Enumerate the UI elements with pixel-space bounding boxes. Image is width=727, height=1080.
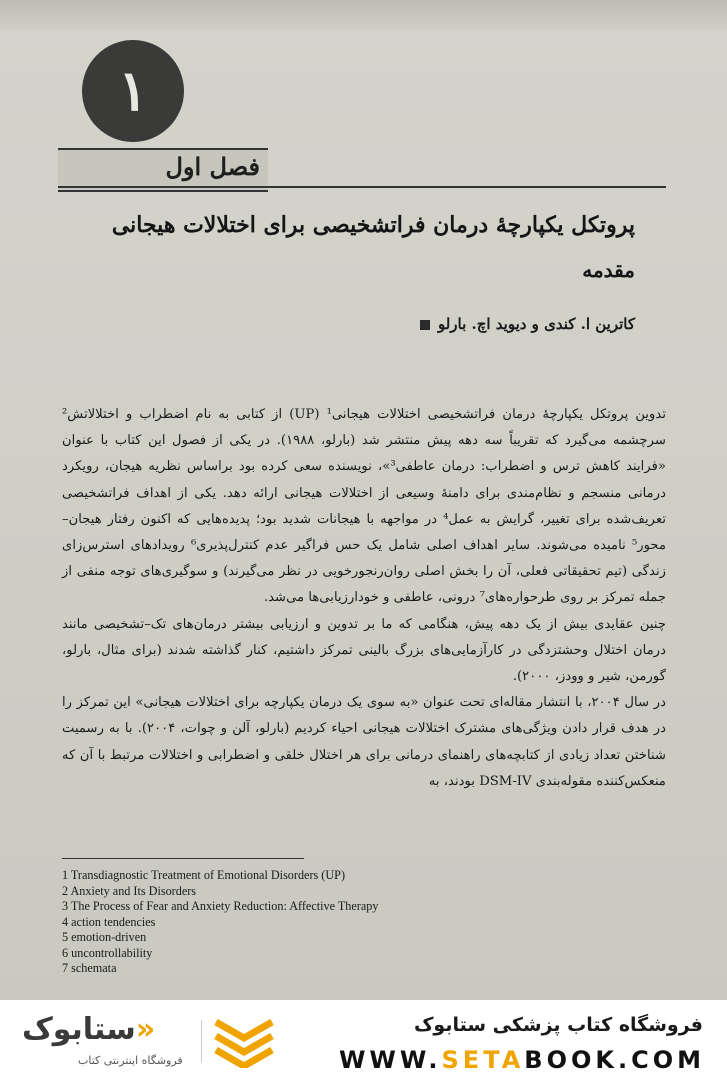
footnotes (62, 868, 462, 977)
square-bullet-icon (420, 320, 430, 330)
logo-wordmark: «ستابوک (22, 1012, 156, 1047)
page-top-edge (0, 0, 727, 30)
section-heading: مقدمه (582, 258, 635, 282)
footnote-5: 5 emotion-driven (62, 930, 147, 944)
authors-line (420, 315, 635, 333)
chapter-rule (58, 186, 666, 188)
chevron-stack-icon (212, 1016, 276, 1068)
footnote-1: 1 Transdiagnostic Treatment of Emotional Disorders (UP) (62, 868, 346, 882)
body-text (62, 402, 666, 795)
footnote-2: 2 Anxiety and Its Disorders (62, 883, 197, 898)
footnote-7: 7 schemata (62, 961, 117, 975)
logo-arrows-icon: « (135, 1012, 156, 1047)
footnote-rule (62, 858, 304, 859)
store-url-link[interactable]: WWW.SETABOOK.COM (338, 1046, 705, 1074)
footnote-6: 6 uncontrollability (62, 945, 153, 960)
store-banner (0, 1000, 727, 1080)
authors-text: کاترین ا. کندی و دیوید اچ. بارلو (437, 315, 635, 333)
store-name: فروشگاه کتاب پزشکی ستابوک (413, 1014, 703, 1036)
chapter-label: فصل اول (165, 152, 260, 181)
logo-subtitle: فروشگاه اینترنتی کتاب (78, 1054, 183, 1067)
paragraph-2: چنین عقایدی بیش از یک دهه پیش، هنگامی که ما بر تدوین و ارزیابی بیشتر درمان‌های تک‌–تشخیصی مانند درمان اختلال وحشتزدگی در کارآزمایی‌های بزرگ بالینی تمرکز داشتیم، کنار گذاشته شدند (برای مثال، بارلو، گورمن، شیر و وودز، ۲۰۰۰). (62, 616, 666, 685)
setabook-logo[interactable] (22, 1012, 192, 1070)
chapter-number-badge: ۱ (82, 40, 184, 142)
footnote-4: 4 action tendencies (62, 914, 156, 929)
paragraph-1: تدوین پروتکل یکپارچهٔ درمان فراتشخیصی اختلالات هیجانی¹ (UP) از کتابی به نام اضطراب و اختلالاتش² سرچشمه می‌گیرد که تقریباً سه دهه پیش منتشر شد (بارلو، ۱۹۸۸). در یکی از فصول این کتاب با عنوان «فرایند کاهش ترس و اضطراب: درمان عاطفی³»، نویسنده سعی کرده بود براساس نظریه هیجان، رویکرد درمانی منسجم و نظام‌مندی برای دامنهٔ وسیعی از اختلالات هیجانی ارائه دهد. یکی از اهداف فراتشخیصی تعریف‌شده برای تغییر، گرایش به عمل⁴ در مواجهه با هیجانات شدید بود؛ پدیده‌هایی که اکنون رفتار هیجان–محور⁵ نامیده می‌شوند. سایر اهداف اصلی شامل یک حس فراگیر عدم کنترل‌پذیری⁶ رویدادهای استرس‌زای زندگی (تیم تحقیقاتی فعلی، آن را بخش اصلی روان‌رنجورخویی در نظر می‌گیرند) و سوگیری‌های توجه منفی از جمله تمرکز بر روی طرحواره‌های⁷ درونی، عاطفی و خودارزیابی‌ها می‌شد. (62, 407, 667, 606)
footnote-3: 3 The Process of Fear and Anxiety Reduction: Affective Therapy (62, 899, 379, 913)
paragraph-3: در سال ۲۰۰۴، با انتشار مقاله‌ای تحت عنوان «به سوی یک درمان یکپارچه برای اختلالات هیجانی» این تمرکز را در هدف قرار دادن ویژگی‌های مشترک اختلالات هیجانی احیاء کردیم (بارلو، آلن و چوات، ۲۰۰۴). با به رسمیت شناختن تعداد زیادی از کتابچه‌های راهنمای درمانی برای هر اختلال خلقی و اضطرابی و اختلالات مرتبط با آن که منعکس‌کننده مقوله‌بندی DSM-IV بودند، به (62, 695, 666, 789)
chapter-title: پروتکل یکپارچهٔ درمان فراتشخیصی برای اختلالات هیجانی (111, 212, 635, 238)
banner-divider (201, 1020, 202, 1062)
